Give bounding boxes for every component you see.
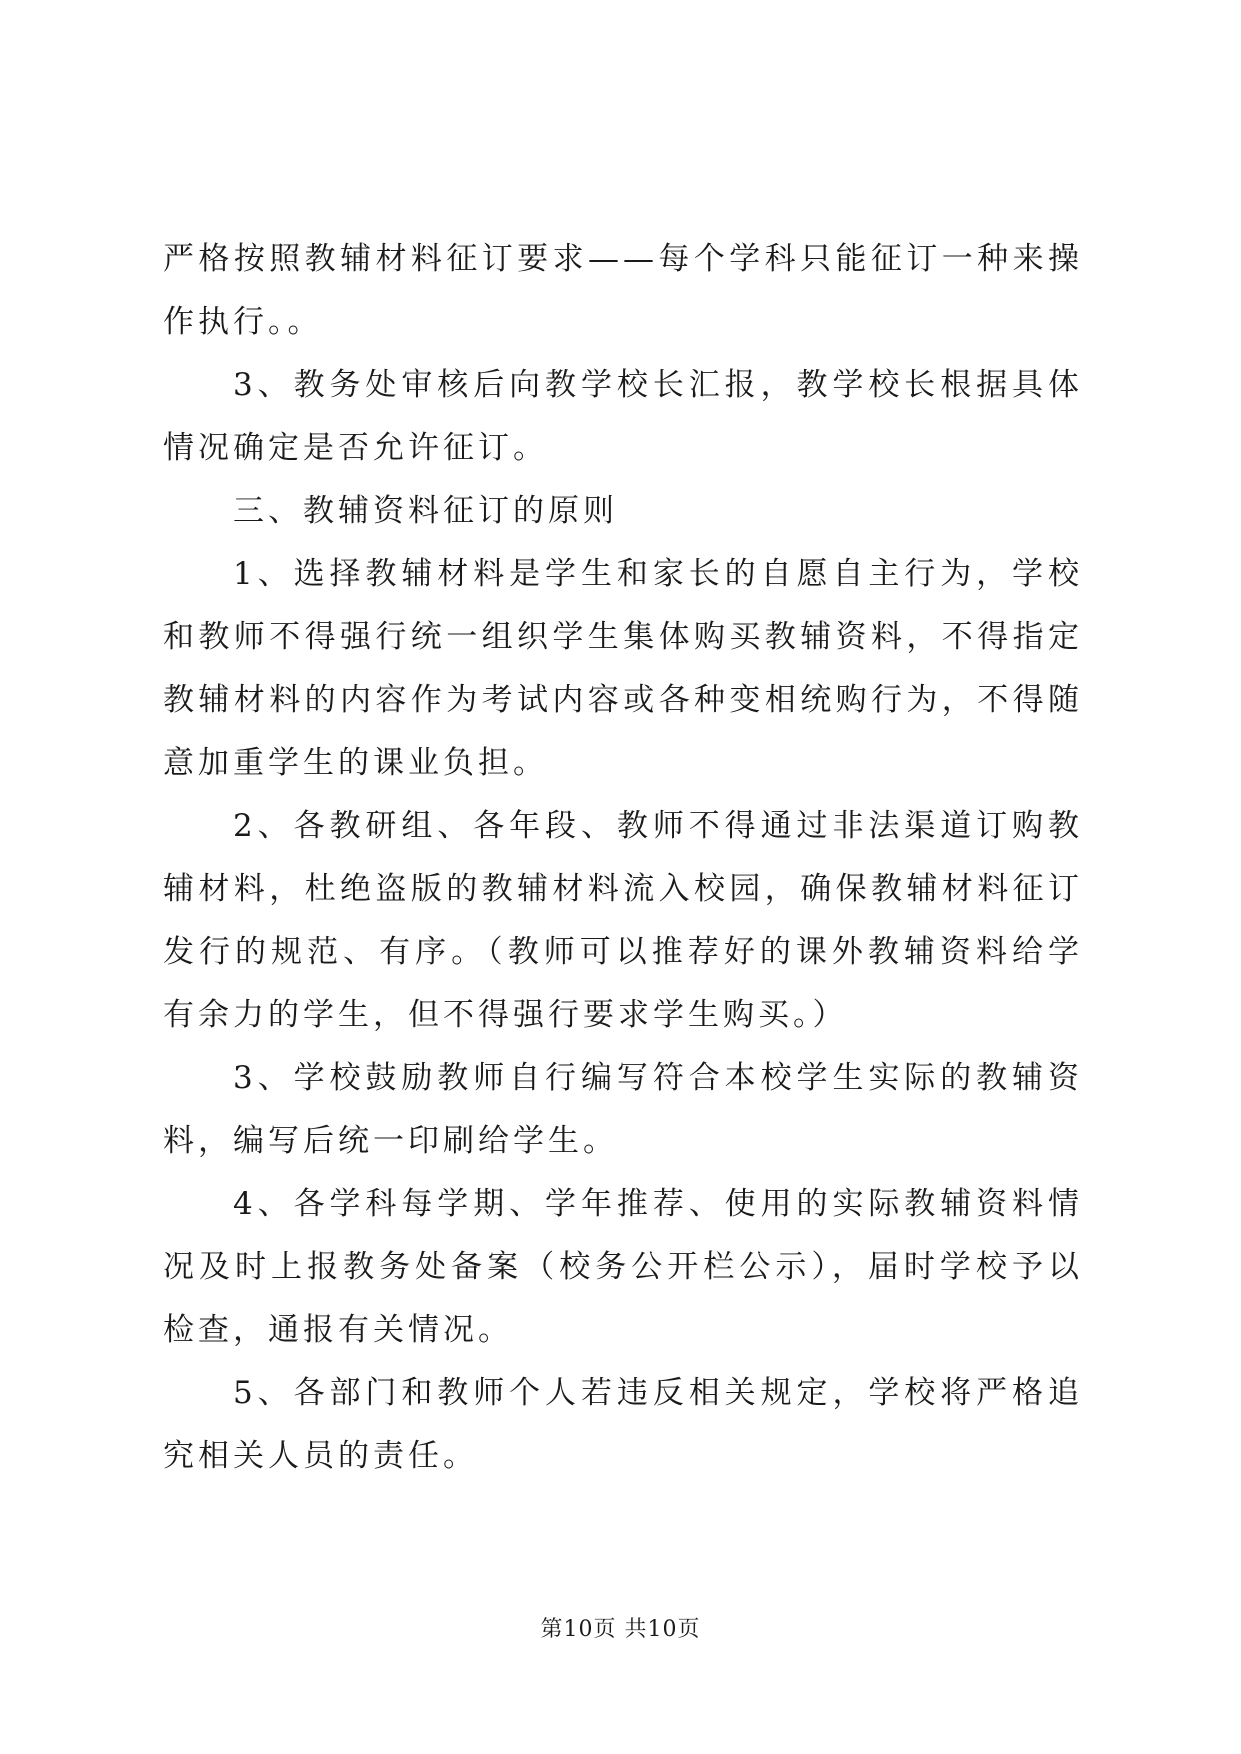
paragraph-principle-2: 2、各教研组、各年段、教师不得通过非法渠道订购教辅材料，杜绝盗版的教辅材料流入校园，确保教辅材料征订发行的规范、有序。（教师可以推荐好的课外教辅资料给学有余力的学生，但不得强行要求学生购买。） bbox=[163, 808, 1083, 1033]
paragraph-principle-1: 1、选择教辅材料是学生和家长的自愿自主行为，学校和教师不得强行统一组织学生集体购买教辅资料，不得指定教辅材料的内容作为考试内容或各种变相统购行为，不得随意加重学生的课业负担。 bbox=[163, 556, 1083, 781]
paragraph-principle-3: 3、学校鼓励教师自行编写符合本校学生实际的教辅资料，编写后统一印刷给学生。 bbox=[163, 1060, 1083, 1159]
page-number-footer: 第10页 共10页 bbox=[540, 1617, 701, 1642]
paragraph-item-3-review: 3、教务处审核后向教学校长汇报，教学校长根据具体情况确定是否允许征订。 bbox=[163, 367, 1083, 466]
paragraph-continuation: 严格按照教辅材料征订要求——每个学科只能征订一种来操作执行。。 bbox=[163, 241, 1083, 340]
paragraph-principle-4: 4、各学科每学期、学年推荐、使用的实际教辅资料情况及时上报教务处备案（校务公开栏公示），届时学校予以检查，通报有关情况。 bbox=[163, 1186, 1083, 1348]
paragraph-principle-5: 5、各部门和教师个人若违反相关规定，学校将严格追究相关人员的责任。 bbox=[163, 1375, 1083, 1474]
document-body bbox=[163, 228, 1083, 1488]
section-heading-principles: 三、教辅资料征订的原则 bbox=[233, 493, 618, 529]
